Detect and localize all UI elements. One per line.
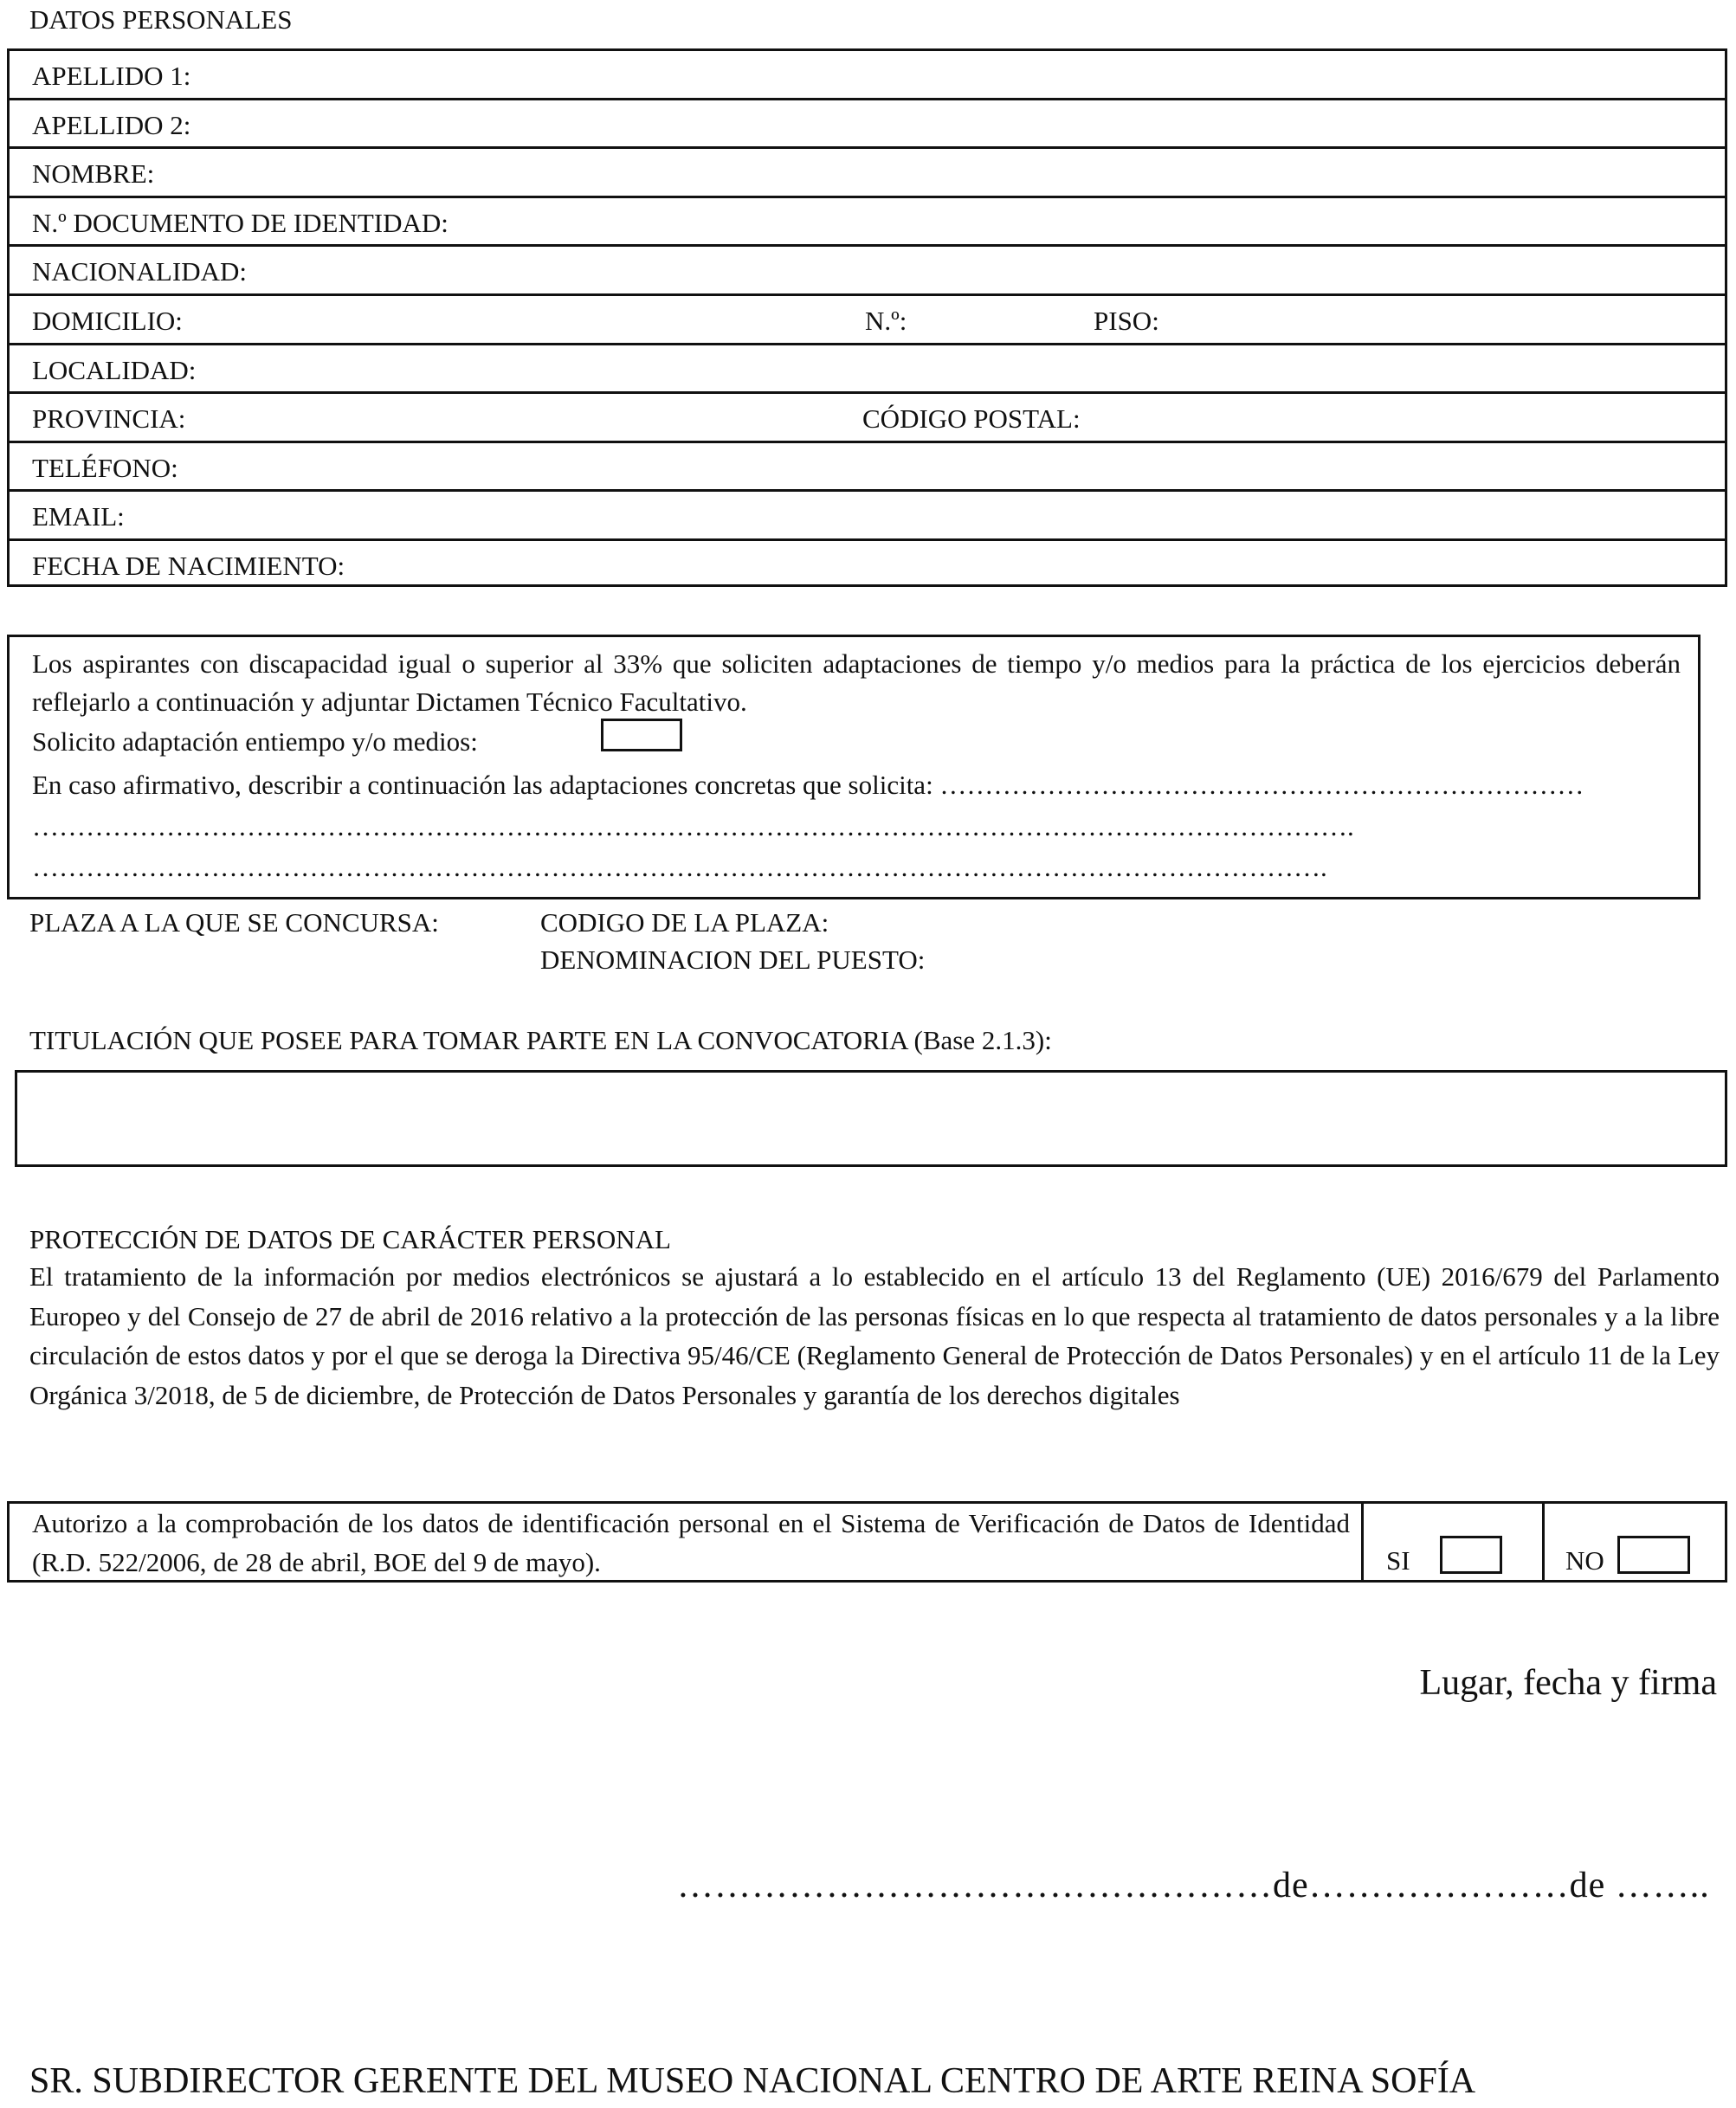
plaza-label: PLAZA A LA QUE SE CONCURSA: bbox=[29, 907, 439, 938]
field-provincia[interactable] bbox=[10, 394, 1725, 443]
personal-data-table bbox=[7, 48, 1727, 587]
label-nombre: NOMBRE: bbox=[32, 158, 155, 190]
signature-label: Lugar, fecha y firma bbox=[1419, 1663, 1717, 1703]
label-nacionalidad: NACIONALIDAD: bbox=[32, 256, 247, 287]
label-fecha-nacimiento: FECHA DE NACIMIENTO: bbox=[32, 551, 345, 581]
signature-date-line[interactable]: …………………………………………de…………………de …….. bbox=[677, 1866, 1710, 1905]
field-nombre[interactable] bbox=[10, 149, 1725, 198]
adaptations-line-2[interactable]: ………………………………………………………………………………………………………………………………. bbox=[32, 852, 1327, 882]
field-email[interactable] bbox=[10, 492, 1725, 541]
label-codigo-postal: CÓDIGO POSTAL: bbox=[862, 403, 1081, 435]
field-apellido2[interactable] bbox=[10, 100, 1725, 150]
consent-yes-checkbox[interactable] bbox=[1440, 1536, 1502, 1574]
addressee: SR. SUBDIRECTOR GERENTE DEL MUSEO NACIONAL CENTRO DE ARTE REINA SOFÍA bbox=[29, 2061, 1476, 2101]
label-documento: N.º DOCUMENTO DE IDENTIDAD: bbox=[32, 207, 449, 238]
consent-no-label: NO bbox=[1565, 1545, 1604, 1576]
consent-table bbox=[7, 1501, 1727, 1583]
field-domicilio[interactable] bbox=[10, 296, 1725, 345]
field-telefono[interactable] bbox=[10, 443, 1725, 493]
adaptation-checkbox[interactable] bbox=[601, 719, 682, 751]
field-apellido1[interactable] bbox=[10, 51, 1725, 100]
consent-no-checkbox[interactable] bbox=[1617, 1536, 1690, 1574]
plaza-code-label: CODIGO DE LA PLAZA: bbox=[540, 907, 829, 938]
describe-adaptations-label: En caso afirmativo, describir a continuación las adaptaciones concretas que solicita: ……………………………………………………………… bbox=[32, 770, 1584, 800]
label-numero: N.º: bbox=[865, 306, 907, 336]
data-protection-title: PROTECCIÓN DE DATOS DE CARÁCTER PERSONAL bbox=[29, 1224, 671, 1254]
label-domicilio: DOMICILIO: bbox=[32, 306, 183, 336]
plaza-denomination-label: DENOMINACION DEL PUESTO: bbox=[540, 944, 926, 975]
titulacion-label: TITULACIÓN QUE POSEE PARA TOMAR PARTE EN LA CONVOCATORIA (Base 2.1.3): bbox=[29, 1025, 1052, 1055]
label-email: EMAIL: bbox=[32, 501, 125, 532]
label-localidad: LOCALIDAD: bbox=[32, 354, 197, 385]
titulacion-input-box[interactable] bbox=[15, 1070, 1727, 1167]
consent-text: Autorizo a la comprobación de los datos de identificación personal en el Sistema de Verificación de Datos de Identidad (R.D. 522/2006, de 28 de abril, BOE del 9 de mayo). bbox=[32, 1508, 1350, 1577]
field-localidad[interactable] bbox=[10, 345, 1725, 395]
consent-yes-label: SI bbox=[1386, 1545, 1410, 1576]
section-title-personal-data: DATOS PERSONALES bbox=[29, 4, 293, 35]
label-piso: PISO: bbox=[1094, 306, 1159, 336]
label-provincia: PROVINCIA: bbox=[32, 403, 186, 435]
adaptations-line-1[interactable]: …………………………………………………………………………………………………………………………………. bbox=[32, 811, 1354, 841]
field-nacionalidad[interactable] bbox=[10, 247, 1725, 296]
consent-divider-1 bbox=[1361, 1504, 1364, 1580]
field-fecha-nacimiento[interactable] bbox=[10, 541, 1725, 590]
consent-divider-2 bbox=[1542, 1504, 1545, 1580]
label-telefono: TELÉFONO: bbox=[32, 452, 178, 483]
data-protection-text: El tratamiento de la información por medios electrónicos se ajustará a lo establecido en el artículo 13 del Reglamento (UE) 2016/679 del Parlamento Europeo y del Consejo de 27 de abril de 2016 relativo a la protección de las personas físicas en lo que respecta al tratamiento de datos personales y a la libre circulación de estos datos y por el que se deroga la Directiva 95/46/CE (Reglamento General de Protección de Datos Personales) y en el artículo 11 de la Ley Orgánica 3/2018, de 5 de diciembre, de Protección de Datos Personales y garantía de los derechos digitales bbox=[29, 1261, 1720, 1410]
label-apellido1: APELLIDO 1: bbox=[32, 61, 191, 91]
disability-intro: Los aspirantes con discapacidad igual o superior al 33% que soliciten adaptaciones de tiempo y/o medios para la práctica de los ejercicios deberán reflejarlo a continuación y adjuntar Dictamen Técnico Facultativo. bbox=[32, 648, 1681, 717]
disability-section bbox=[7, 635, 1701, 899]
label-apellido2: APELLIDO 2: bbox=[32, 109, 191, 140]
field-documento[interactable] bbox=[10, 198, 1725, 248]
adaptation-request-label: Solicito adaptación entiempo y/o medios: bbox=[32, 726, 478, 757]
